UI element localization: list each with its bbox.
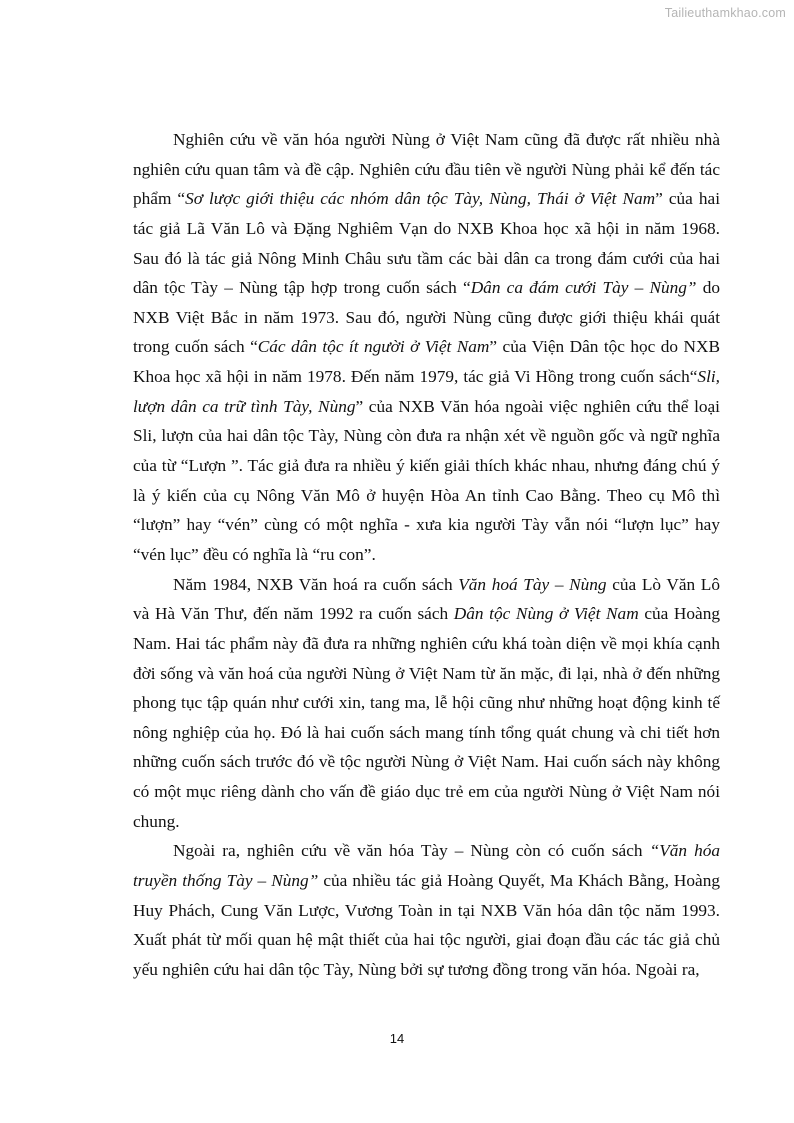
- text-segment: của nhiều tác giả Hoàng Quyết, Ma Khách Bằng, Hoàng: [318, 871, 720, 891]
- text-segment: Xuất phát từ mối quan hệ mật thiết của hai tộc người, giai đoạn đầu các tác giả chủ: [133, 930, 720, 950]
- text-segment: của Hoàng: [638, 604, 720, 624]
- text-line: [133, 896, 720, 926]
- italic-title: Sli,: [697, 367, 720, 387]
- text-line: [133, 184, 720, 214]
- watermark: Tailieuthamkhao.com: [664, 6, 786, 20]
- text-line: [133, 629, 720, 659]
- text-segment: Khoa học xã hội in năm 1978. Đến năm 1979, tác giả Vi Hồng trong cuốn sách“: [133, 367, 698, 387]
- text-line: [133, 155, 720, 185]
- text-segment: và Hà Văn Thư, đến năm 1992 ra cuốn sách: [133, 604, 454, 624]
- text-line: [133, 688, 720, 718]
- text-line: [133, 599, 720, 629]
- text-line: [133, 214, 720, 244]
- text-line: [133, 718, 720, 748]
- text-line: [133, 421, 720, 451]
- text-segment: Sau đó là tác giả Nông Minh Châu sưu tầm các bài dân ca trong đám cưới của hai: [133, 248, 720, 268]
- body-text: [133, 125, 720, 985]
- paragraph: [133, 125, 720, 570]
- text-segment: của Lò Văn Lô: [606, 574, 720, 594]
- italic-title: “Văn hóa: [649, 841, 721, 861]
- text-line: [133, 866, 720, 896]
- text-line: [133, 481, 720, 511]
- italic-title: Dân ca đám cưới Tày – Nùng”: [470, 278, 697, 298]
- text-line: [133, 659, 720, 689]
- text-segment: ” của Viện Dân tộc học do NXB: [489, 337, 720, 357]
- page-number: 14: [389, 1031, 405, 1046]
- text-segment: chung.: [133, 811, 180, 831]
- text-segment: ” của NXB Văn hóa ngoài việc nghiên cứu thể loại: [355, 396, 720, 416]
- text-segment: Sli, lượn của hai dân tộc Tày, Nùng còn đưa ra nhận xét về nguồn gốc và ngữ nghĩa: [133, 426, 720, 446]
- text-line: [133, 510, 720, 540]
- text-line: [133, 570, 720, 600]
- italic-title: Sơ lược giới thiệu các nhóm dân tộc Tày, Nùng, Thái ở Việt Nam: [185, 189, 656, 209]
- text-line: [133, 392, 720, 422]
- text-segment: “vén lục” đều có nghĩa là “ru con”.: [133, 544, 376, 564]
- text-line: [133, 244, 720, 274]
- text-line: [133, 273, 720, 303]
- text-segment: phẩm “: [133, 189, 186, 209]
- italic-title: truyền thống Tày – Nùng”: [133, 871, 319, 891]
- text-segment: yếu nghiên cứu hai dân tộc Tày, Nùng bởi sự tương đồng trong văn hóa. Ngoài ra,: [133, 959, 700, 979]
- italic-title: Văn hoá Tày – Nùng: [458, 574, 607, 594]
- text-segment: đời sống và văn hoá của người Nùng ở Việt Nam từ ăn mặc, đi lại, nhà ở đến những: [133, 663, 720, 683]
- text-segment: “lượn” hay “vén” cùng có một nghĩa - xưa kia người Tày vẫn nói “lượn lục” hay: [133, 515, 720, 535]
- text-segment: có một mục riêng dành cho vấn đề giáo dục trẻ em của người Nùng ở Việt Nam nói: [133, 782, 720, 802]
- text-line: [133, 777, 720, 807]
- text-segment: Năm 1984, NXB Văn hoá ra cuốn sách: [173, 574, 459, 594]
- italic-title: lượn dân ca trữ tình Tày, Nùng: [133, 396, 356, 416]
- text-line: [133, 747, 720, 777]
- text-segment: phong tục tập quán như cưới xin, tang ma, lễ hội cũng như những hoạt động kinh tế: [133, 693, 720, 713]
- text-line: [133, 125, 720, 155]
- italic-title: Dân tộc Nùng ở Việt Nam: [453, 604, 639, 624]
- text-line: [133, 807, 720, 837]
- paragraph: [133, 570, 720, 837]
- text-segment: nghiên cứu quan tâm và đề cập. Nghiên cứu đầu tiên về người Nùng phải kể đến tác: [133, 159, 720, 179]
- text-segment: ” của hai: [655, 189, 720, 209]
- text-segment: trong cuốn sách “: [133, 337, 258, 357]
- text-segment: của từ “Lượn ”. Tác giả đưa ra nhiều ý kiến giải thích khác nhau, nhưng đáng chú ý: [133, 456, 720, 476]
- text-segment: những cuốn sách trước đó về tộc người Nùng ở Việt Nam. Hai cuốn sách này không: [133, 752, 720, 772]
- text-line: [133, 303, 720, 333]
- text-segment: Ngoài ra, nghiên cứu về văn hóa Tày – Nùng còn có cuốn sách: [173, 841, 650, 861]
- paragraph: [133, 836, 720, 984]
- text-segment: nông nghiệp của họ. Đó là hai cuốn sách mang tính tổng quát chung và chi tiết hơn: [133, 722, 720, 742]
- text-line: [133, 332, 720, 362]
- text-line: [133, 925, 720, 955]
- text-segment: Huy Phách, Cung Văn Lược, Vương Toàn in tại NXB Văn hóa dân tộc năm 1993.: [133, 900, 720, 920]
- text-segment: do: [696, 278, 721, 298]
- text-segment: dân tộc Tày – Nùng tập hợp trong cuốn sách “: [133, 278, 471, 298]
- text-line: [133, 362, 720, 392]
- text-segment: là ý kiến của cụ Nông Văn Mô ở huyện Hòa An tỉnh Cao Bằng. Theo cụ Mô thì: [133, 485, 720, 505]
- text-line: [133, 451, 720, 481]
- italic-title: Các dân tộc ít người ở Việt Nam: [257, 337, 490, 357]
- text-segment: tác giả Lã Văn Lô và Đặng Nghiêm Vạn do NXB Khoa học xã hội in năm 1968.: [133, 218, 720, 238]
- text-segment: NXB Việt Bắc in năm 1973. Sau đó, người Nùng cũng được giới thiệu khái quát: [133, 307, 720, 327]
- text-segment: Nam. Hai tác phẩm này đã đưa ra những nghiên cứu khá toàn diện về mọi khía cạnh: [133, 633, 720, 653]
- text-line: [133, 540, 720, 570]
- text-line: [133, 836, 720, 866]
- text-line: [133, 955, 720, 985]
- text-segment: Nghiên cứu về văn hóa người Nùng ở Việt Nam cũng đã được rất nhiều nhà: [173, 130, 720, 149]
